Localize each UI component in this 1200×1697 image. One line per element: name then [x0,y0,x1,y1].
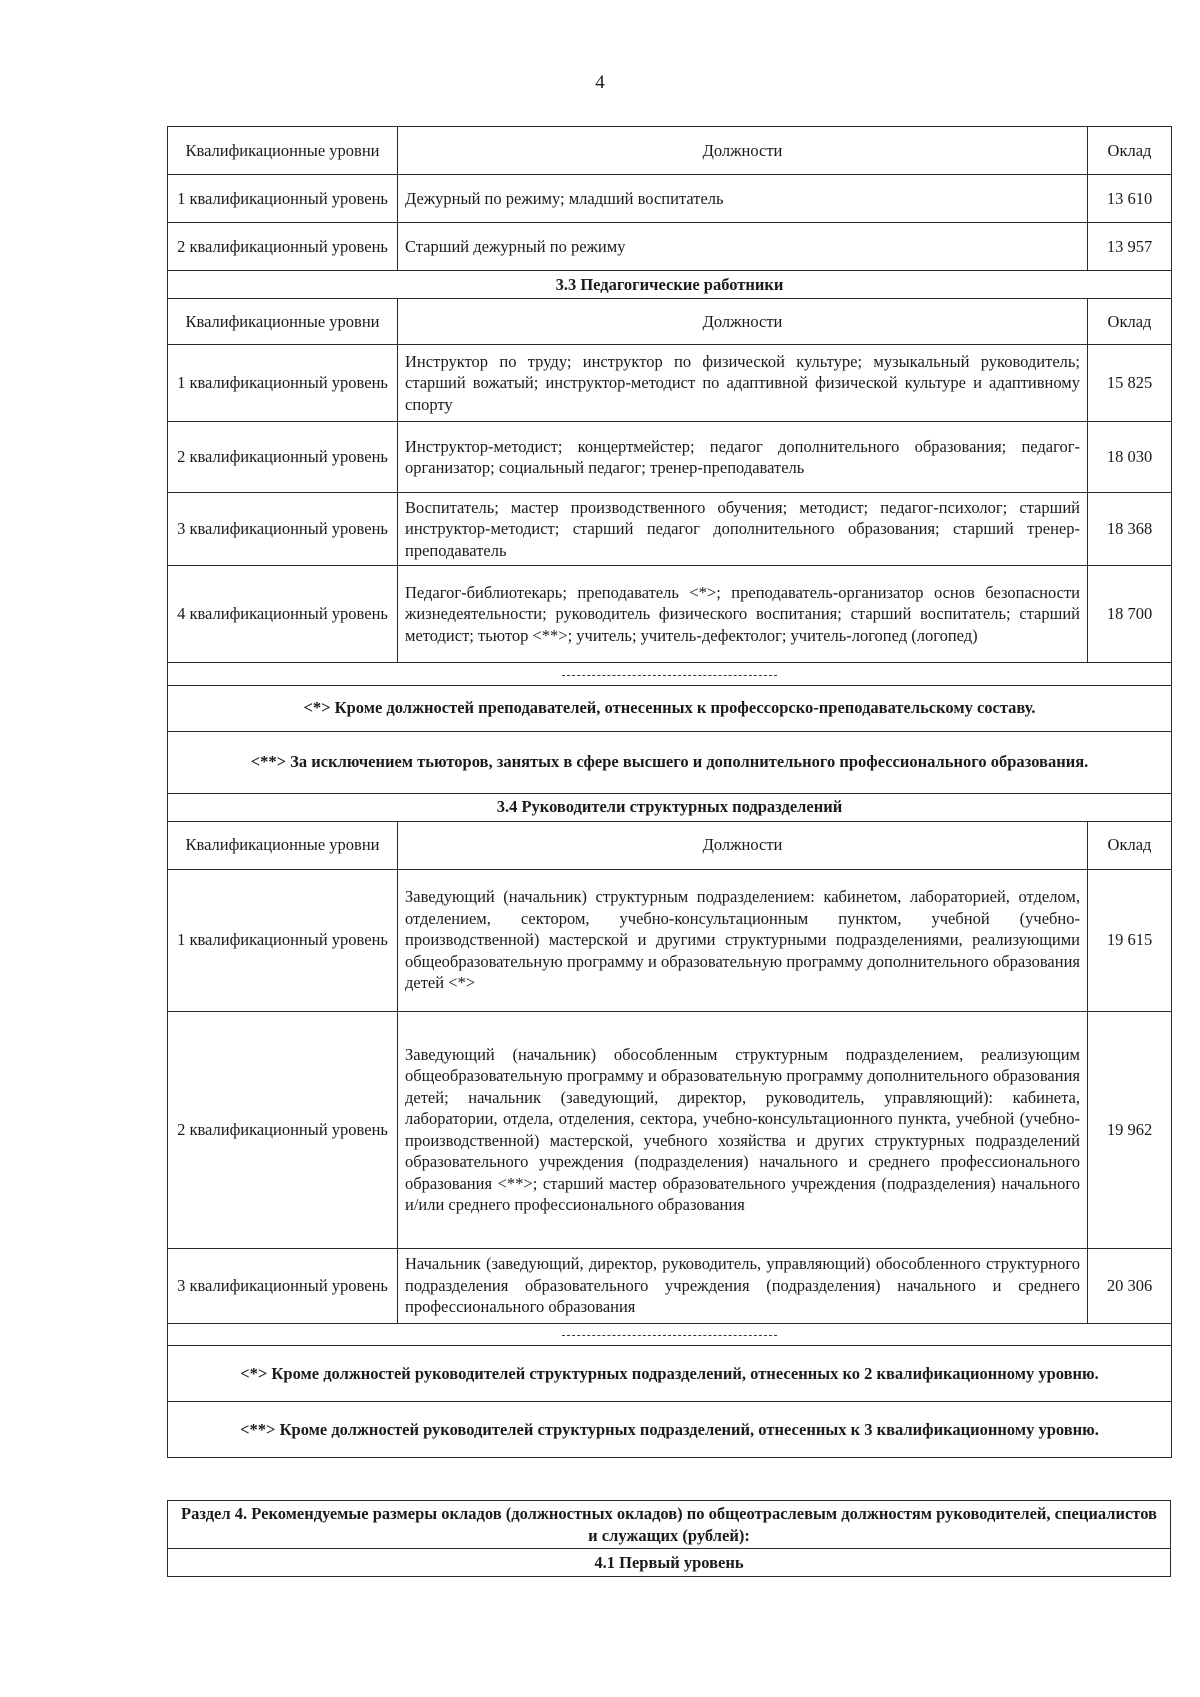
note-row [168,685,1172,731]
salary-cell: 19 962 [1088,1011,1172,1248]
table-header-row [168,127,1172,175]
section-heading-row [168,1549,1171,1577]
footnote: <*> Кроме должностей преподавателей, отнесенных к профессорско-преподавательскому составу. [168,685,1172,731]
header-salary: Оклад [1088,821,1172,869]
section-heading-row [168,793,1172,821]
positions-cell: Инструктор по труду; инструктор по физической культуре; музыкальный руководитель; старший вожатый; инструктор-методист по адаптивной физической культуре и адаптивному спорту [398,345,1088,422]
table-row [168,422,1172,493]
header-salary: Оклад [1088,127,1172,175]
positions-cell: Дежурный по режиму; младший воспитатель [398,175,1088,223]
footnote: <**> Кроме должностей руководителей структурных подразделений, отнесенных к 3 квалификационному уровню. [168,1402,1172,1458]
note-row [168,1346,1172,1402]
level-cell: 1 квалификационный уровень [168,345,398,422]
header-levels: Квалификационные уровни [168,127,398,175]
level-cell: 4 квалификационный уровень [168,566,398,663]
section-3-3-title: 3.3 Педагогические работники [168,271,1172,299]
footnote-separator [168,663,1172,686]
salary-cell: 13 957 [1088,223,1172,271]
positions-cell: Заведующий (начальник) структурным подразделением: кабинетом, лабораторией, отделом, отделением, сектором, учебно-консультационным пунктом, учебной (учебно-производственной) мастерской и другими структурными подразделениями, реализующими общеобразовательную программу и образовательную программу дополнительного образования детей <*> [398,869,1088,1011]
level-cell: 2 квалификационный уровень [168,422,398,493]
section-3-4-title: 3.4 Руководители структурных подразделений [168,793,1172,821]
table-row [168,223,1172,271]
level-cell: 1 квалификационный уровень [168,175,398,223]
section-4-table [167,1500,1171,1577]
table-header-row [168,299,1172,345]
note-row [168,731,1172,793]
section-heading-row [168,1501,1171,1549]
table-row [168,869,1172,1011]
salary-table [167,126,1172,1458]
positions-cell: Педагог-библиотекарь; преподаватель <*>; преподаватель-организатор основ безопасности жизнедеятельности; руководитель физического воспитания; старший воспитатель; старший методист; тьютор <**>; учитель; учитель-дефектолог; учитель-логопед (логопед) [398,566,1088,663]
separator-row [168,1323,1172,1346]
salary-cell: 13 610 [1088,175,1172,223]
footnote: <**> За исключением тьюторов, занятых в сфере высшего и дополнительного профессионального образования. [168,731,1172,793]
section-4-title: Раздел 4. Рекомендуемые размеры окладов (должностных окладов) по общеотраслевым должностям руководителей, специалистов и служащих (рублей): [168,1501,1171,1549]
header-levels: Квалификационные уровни [168,821,398,869]
level-cell: 2 квалификационный уровень [168,223,398,271]
level-cell: 3 квалификационный уровень [168,1248,398,1323]
section-heading-row [168,271,1172,299]
table-row [168,493,1172,566]
salary-cell: 15 825 [1088,345,1172,422]
footnote: <*> Кроме должностей руководителей структурных подразделений, отнесенных ко 2 квалификационному уровню. [168,1346,1172,1402]
salary-cell: 18 030 [1088,422,1172,493]
positions-cell: Воспитатель; мастер производственного обучения; методист; педагог-психолог; старший инструктор-методист; старший педагог дополнительного образования; старший тренер-преподаватель [398,493,1088,566]
table-row [168,175,1172,223]
table-row [168,566,1172,663]
positions-cell: Заведующий (начальник) обособленным структурным подразделением, реализующим общеобразовательную программу и образовательную программу дополнительного образования детей; начальник (заведующий, директор, руководитель, управляющий): кабинета, лаборатории, отдела, отделения, сектора, учебно-консультационного пункта, учебной (учебно-производственной) мастерской, учебного хозяйства и других структурных подразделений образовательного учреждения (подразделения) начального и среднего профессионального образования <**>; старший мастер образовательного учреждения (подразделения) начального и/или среднего профессионального образования [398,1011,1088,1248]
salary-cell: 18 700 [1088,566,1172,663]
salary-cell: 19 615 [1088,869,1172,1011]
positions-cell: Инструктор-методист; концертмейстер; педагог дополнительного образования; педагог-организатор; социальный педагог; тренер-преподаватель [398,422,1088,493]
header-positions: Должности [398,299,1088,345]
table-row [168,1248,1172,1323]
table-row [168,345,1172,422]
page-number: 4 [595,72,605,93]
footnote-separator [168,1323,1172,1346]
salary-cell: 20 306 [1088,1248,1172,1323]
positions-cell: Начальник (заведующий, директор, руководитель, управляющий) обособленного структурного подразделения образовательного учреждения (подразделения) начального и среднего профессионального образования [398,1248,1088,1323]
salary-cell: 18 368 [1088,493,1172,566]
table-row [168,1011,1172,1248]
header-positions: Должности [398,127,1088,175]
note-row [168,1402,1172,1458]
level-cell: 2 квалификационный уровень [168,1011,398,1248]
table-header-row [168,821,1172,869]
separator-row [168,663,1172,686]
level-cell: 3 квалификационный уровень [168,493,398,566]
section-4-1-title: 4.1 Первый уровень [168,1549,1171,1577]
level-cell: 1 квалификационный уровень [168,869,398,1011]
header-salary: Оклад [1088,299,1172,345]
header-levels: Квалификационные уровни [168,299,398,345]
header-positions: Должности [398,821,1088,869]
positions-cell: Старший дежурный по режиму [398,223,1088,271]
